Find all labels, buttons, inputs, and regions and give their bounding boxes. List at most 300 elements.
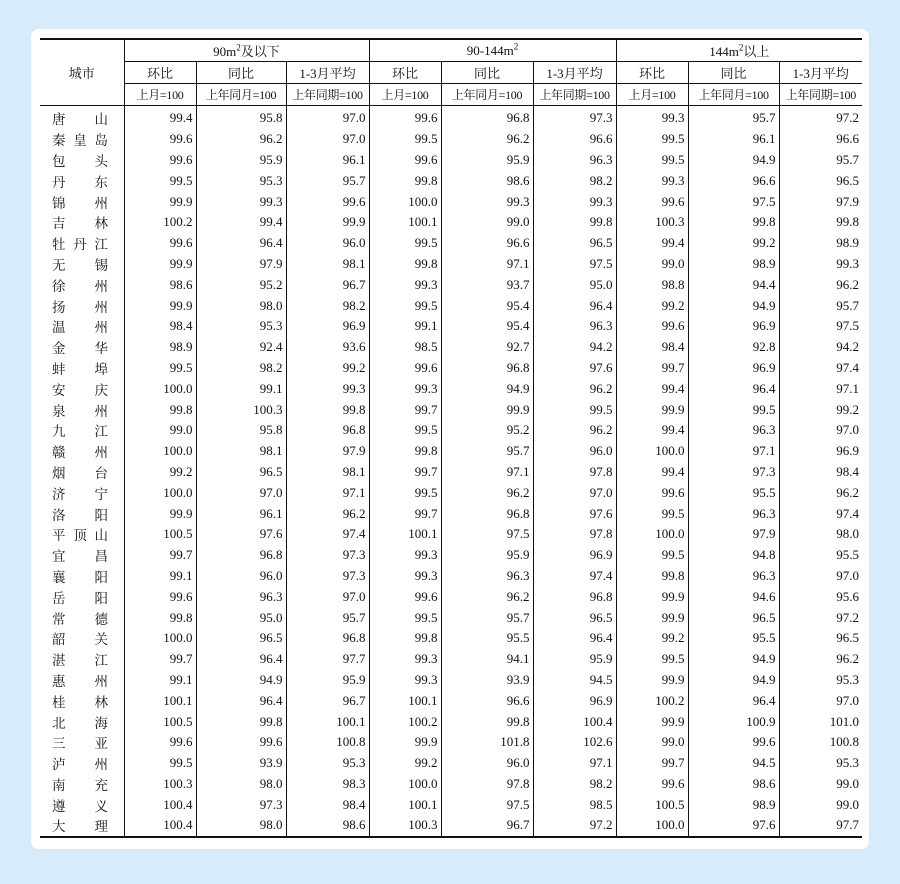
index-value-cell: 95.0: [196, 607, 286, 628]
index-value-cell: 99.8: [779, 212, 862, 233]
index-value-cell: 96.6: [441, 233, 533, 254]
table-row: [40, 628, 862, 649]
index-value-cell: 96.3: [196, 586, 286, 607]
city-name-cell: [40, 337, 124, 358]
index-value-cell: 97.6: [533, 503, 616, 524]
index-value-cell: 96.2: [441, 586, 533, 607]
city-name-cell: [40, 399, 124, 420]
index-value-cell: 95.9: [196, 150, 286, 171]
index-value-cell: 97.1: [286, 482, 369, 503]
index-value-cell: 99.6: [688, 732, 779, 753]
index-value-cell: 96.5: [688, 607, 779, 628]
index-value-cell: 99.8: [369, 170, 441, 191]
city-name: 丹 东: [52, 174, 108, 191]
index-value-cell: 99.3: [369, 566, 441, 587]
index-value-cell: 99.3: [286, 378, 369, 399]
index-value-cell: 94.9: [688, 150, 779, 171]
city-name: 秦 皇 岛: [52, 133, 108, 150]
index-value-cell: 95.7: [441, 441, 533, 462]
index-value-cell: 96.6: [688, 170, 779, 191]
index-value-cell: 98.1: [286, 462, 369, 483]
city-name-cell: [40, 191, 124, 212]
index-value-cell: 97.3: [286, 545, 369, 566]
index-value-cell: 97.1: [533, 753, 616, 774]
index-value-cell: 100.4: [124, 815, 196, 837]
index-value-cell: 94.5: [533, 670, 616, 691]
index-value-cell: 95.2: [196, 274, 286, 295]
index-value-cell: 95.5: [688, 628, 779, 649]
city-name: 三 亚: [52, 736, 108, 753]
city-name-cell: [40, 106, 124, 129]
index-value-cell: 93.9: [441, 670, 533, 691]
index-value-cell: 95.8: [196, 420, 286, 441]
index-value-cell: 97.3: [688, 462, 779, 483]
index-value-cell: 100.5: [124, 711, 196, 732]
city-name: 唐 山: [52, 112, 108, 129]
index-value-cell: 96.8: [286, 628, 369, 649]
city-name: 北 海: [52, 715, 108, 732]
index-value-cell: 95.0: [533, 274, 616, 295]
index-value-cell: 100.4: [124, 794, 196, 815]
index-value-cell: 99.8: [286, 399, 369, 420]
city-name-cell: [40, 524, 124, 545]
sub-header-mom: 环比: [124, 62, 196, 84]
index-value-cell: 99.7: [369, 399, 441, 420]
index-value-cell: 95.3: [779, 753, 862, 774]
index-value-cell: 97.5: [688, 191, 779, 212]
index-value-cell: 101.8: [441, 732, 533, 753]
table-row: [40, 462, 862, 483]
index-value-cell: 97.7: [779, 815, 862, 837]
header-row-groups: [40, 39, 862, 62]
index-value-cell: 97.4: [779, 503, 862, 524]
index-value-cell: 99.5: [616, 649, 688, 670]
index-value-cell: 96.0: [441, 753, 533, 774]
index-value-cell: 99.6: [616, 316, 688, 337]
index-value-cell: 97.0: [779, 420, 862, 441]
sub-header-yoy: 同比: [688, 62, 779, 84]
city-name: 湛 江: [52, 653, 108, 670]
index-value-cell: 95.3: [196, 316, 286, 337]
city-name-cell: [40, 378, 124, 399]
table-row: [40, 607, 862, 628]
index-value-cell: 97.4: [533, 566, 616, 587]
index-value-cell: 93.9: [196, 753, 286, 774]
city-name: 赣 州: [52, 445, 108, 462]
table-row: [40, 150, 862, 171]
index-value-cell: 96.9: [286, 316, 369, 337]
index-value-cell: 100.0: [369, 774, 441, 795]
base-header-prev-year-month: 上年同月=100: [196, 84, 286, 106]
index-value-cell: 99.7: [369, 462, 441, 483]
index-value-cell: 100.1: [286, 711, 369, 732]
index-value-cell: 94.9: [196, 670, 286, 691]
sub-header-yoy: 同比: [196, 62, 286, 84]
index-value-cell: 100.1: [369, 794, 441, 815]
index-value-cell: 100.1: [124, 690, 196, 711]
index-value-cell: 100.2: [369, 711, 441, 732]
index-value-cell: 96.6: [779, 129, 862, 150]
city-name-cell: [40, 462, 124, 483]
table-row: [40, 441, 862, 462]
sub-header-mom: 环比: [369, 62, 441, 84]
index-value-cell: 98.8: [616, 274, 688, 295]
index-value-cell: 100.1: [369, 690, 441, 711]
city-name: 宜 昌: [52, 549, 108, 566]
city-name-cell: [40, 774, 124, 795]
index-value-cell: 94.9: [688, 295, 779, 316]
index-value-cell: 95.2: [441, 420, 533, 441]
table-row: [40, 170, 862, 191]
index-value-cell: 99.5: [616, 503, 688, 524]
index-value-cell: 96.3: [688, 566, 779, 587]
index-value-cell: 99.1: [124, 670, 196, 691]
index-value-cell: 97.5: [441, 524, 533, 545]
city-name-cell: [40, 295, 124, 316]
index-value-cell: 95.8: [196, 106, 286, 129]
city-name: 锦 州: [52, 195, 108, 212]
index-value-cell: 95.7: [688, 106, 779, 129]
index-value-cell: 99.2: [286, 358, 369, 379]
index-value-cell: 99.9: [124, 191, 196, 212]
index-value-cell: 95.4: [441, 295, 533, 316]
index-value-cell: 99.6: [196, 732, 286, 753]
city-name: 徐 州: [52, 278, 108, 295]
index-value-cell: 97.3: [286, 566, 369, 587]
index-value-cell: 100.3: [196, 399, 286, 420]
city-name: 济 宁: [52, 486, 108, 503]
index-value-cell: 96.8: [196, 545, 286, 566]
table-row: [40, 316, 862, 337]
index-value-cell: 99.0: [779, 794, 862, 815]
table-row: [40, 545, 862, 566]
index-value-cell: 100.0: [616, 524, 688, 545]
index-value-cell: 99.9: [616, 607, 688, 628]
index-value-cell: 99.3: [369, 670, 441, 691]
index-value-cell: 95.9: [533, 649, 616, 670]
index-value-cell: 96.2: [779, 482, 862, 503]
base-header-prev-month: 上月=100: [616, 84, 688, 106]
index-value-cell: 98.4: [779, 462, 862, 483]
index-value-cell: 99.7: [616, 753, 688, 774]
index-value-cell: 94.6: [688, 586, 779, 607]
table-row: [40, 711, 862, 732]
index-value-cell: 98.6: [286, 815, 369, 837]
index-value-cell: 98.0: [196, 774, 286, 795]
index-value-cell: 97.0: [533, 482, 616, 503]
index-value-cell: 96.5: [533, 607, 616, 628]
index-value-cell: 100.2: [124, 212, 196, 233]
base-header-prev-year-month: 上年同月=100: [688, 84, 779, 106]
table-row: [40, 794, 862, 815]
index-value-cell: 97.3: [533, 106, 616, 129]
index-value-cell: 99.3: [779, 254, 862, 275]
index-value-cell: 97.0: [286, 106, 369, 129]
city-name: 大 理: [52, 819, 108, 836]
index-value-cell: 100.4: [533, 711, 616, 732]
index-value-cell: 96.4: [533, 628, 616, 649]
index-value-cell: 100.3: [124, 774, 196, 795]
index-value-cell: 99.0: [124, 420, 196, 441]
index-value-cell: 97.2: [779, 607, 862, 628]
index-value-cell: 98.2: [196, 358, 286, 379]
city-name: 韶 关: [52, 632, 108, 649]
index-value-cell: 99.1: [369, 316, 441, 337]
index-value-cell: 96.4: [196, 649, 286, 670]
index-value-cell: 97.5: [533, 254, 616, 275]
group-header-small: $90m^2$及以下: [124, 39, 369, 62]
index-value-cell: 97.8: [533, 462, 616, 483]
index-value-cell: 99.5: [616, 129, 688, 150]
header-row-indices: [40, 62, 862, 84]
index-value-cell: 99.6: [369, 150, 441, 171]
index-value-cell: 99.5: [616, 150, 688, 171]
index-value-cell: 100.9: [688, 711, 779, 732]
sub-header-avg: 1-3月平均: [779, 62, 862, 84]
index-value-cell: 98.9: [124, 337, 196, 358]
index-value-cell: 96.8: [441, 358, 533, 379]
city-name: 九 江: [52, 424, 108, 441]
index-value-cell: 99.9: [616, 670, 688, 691]
index-value-cell: 99.0: [779, 774, 862, 795]
index-value-cell: 92.7: [441, 337, 533, 358]
index-value-cell: 96.9: [688, 316, 779, 337]
index-value-cell: 98.1: [196, 441, 286, 462]
index-value-cell: 100.0: [124, 441, 196, 462]
index-value-cell: 96.6: [441, 690, 533, 711]
index-value-cell: 97.6: [688, 815, 779, 837]
index-value-cell: 99.7: [124, 545, 196, 566]
city-name: 桂 林: [52, 694, 108, 711]
index-value-cell: 99.5: [124, 358, 196, 379]
index-value-cell: 99.6: [369, 358, 441, 379]
index-value-cell: 99.9: [616, 399, 688, 420]
index-value-cell: 99.9: [124, 503, 196, 524]
index-value-cell: 99.2: [688, 233, 779, 254]
index-value-cell: 99.3: [616, 106, 688, 129]
index-value-cell: 98.0: [196, 815, 286, 837]
table-row: [40, 129, 862, 150]
index-value-cell: 99.6: [616, 191, 688, 212]
city-name-cell: [40, 566, 124, 587]
index-value-cell: 99.9: [369, 732, 441, 753]
index-value-cell: 94.2: [779, 337, 862, 358]
index-value-cell: 99.8: [124, 399, 196, 420]
index-value-cell: 95.3: [779, 670, 862, 691]
table-row: [40, 191, 862, 212]
index-value-cell: 93.6: [286, 337, 369, 358]
index-value-cell: 97.9: [688, 524, 779, 545]
index-value-cell: 97.0: [779, 566, 862, 587]
table-row: [40, 753, 862, 774]
index-value-cell: 99.5: [616, 545, 688, 566]
index-value-cell: 96.8: [441, 503, 533, 524]
base-header-prev-month: 上月=100: [124, 84, 196, 106]
city-name: 襄 阳: [52, 569, 108, 586]
city-name: 平 顶 山: [52, 528, 108, 545]
index-value-cell: 98.2: [533, 774, 616, 795]
index-value-cell: 96.6: [533, 129, 616, 150]
index-value-cell: 95.5: [441, 628, 533, 649]
table-row: [40, 815, 862, 837]
table-row: [40, 106, 862, 129]
index-value-cell: 99.6: [286, 191, 369, 212]
index-value-cell: 99.5: [369, 420, 441, 441]
index-value-cell: 98.1: [286, 254, 369, 275]
index-value-cell: 98.9: [688, 794, 779, 815]
index-value-cell: 99.6: [616, 774, 688, 795]
index-value-cell: 99.6: [369, 106, 441, 129]
base-header-prev-year-period: 上年同期=100: [779, 84, 862, 106]
index-value-cell: 94.4: [688, 274, 779, 295]
city-name-cell: [40, 150, 124, 171]
index-value-cell: 96.2: [533, 378, 616, 399]
index-value-cell: 99.5: [369, 129, 441, 150]
index-value-cell: 97.1: [441, 254, 533, 275]
index-value-cell: 99.9: [441, 399, 533, 420]
index-value-cell: 98.9: [688, 254, 779, 275]
index-value-cell: 97.6: [533, 358, 616, 379]
city-name-cell: [40, 815, 124, 837]
index-value-cell: 98.6: [441, 170, 533, 191]
index-value-cell: 96.2: [533, 420, 616, 441]
table-row: [40, 774, 862, 795]
index-value-cell: 97.1: [779, 378, 862, 399]
index-value-cell: 96.4: [196, 233, 286, 254]
index-value-cell: 99.4: [616, 378, 688, 399]
index-value-cell: 100.3: [616, 212, 688, 233]
index-value-cell: 99.6: [616, 482, 688, 503]
index-value-cell: 99.3: [533, 191, 616, 212]
index-value-cell: 99.3: [369, 649, 441, 670]
index-value-cell: 96.0: [196, 566, 286, 587]
index-value-cell: 96.4: [688, 690, 779, 711]
index-value-cell: 94.8: [688, 545, 779, 566]
base-header-prev-month: 上月=100: [369, 84, 441, 106]
base-header-prev-year-month: 上年同月=100: [441, 84, 533, 106]
index-value-cell: 99.2: [616, 295, 688, 316]
index-value-cell: 98.2: [533, 170, 616, 191]
index-value-cell: 100.5: [124, 524, 196, 545]
index-value-cell: 98.0: [779, 524, 862, 545]
index-value-cell: 94.1: [441, 649, 533, 670]
index-value-cell: 99.5: [124, 753, 196, 774]
index-value-cell: 97.3: [196, 794, 286, 815]
table-row: [40, 566, 862, 587]
price-index-table: [40, 38, 862, 838]
index-value-cell: 99.3: [616, 170, 688, 191]
index-value-cell: 96.5: [196, 462, 286, 483]
index-value-cell: 95.7: [779, 295, 862, 316]
index-value-cell: 98.6: [688, 774, 779, 795]
index-value-cell: 99.5: [533, 399, 616, 420]
index-value-cell: 99.3: [369, 274, 441, 295]
index-value-cell: 97.8: [441, 774, 533, 795]
index-value-cell: 95.9: [441, 150, 533, 171]
city-name-cell: [40, 316, 124, 337]
index-value-cell: 97.9: [779, 191, 862, 212]
city-name: 岳 阳: [52, 590, 108, 607]
index-value-cell: 99.2: [369, 753, 441, 774]
city-name: 洛 阳: [52, 507, 108, 524]
index-value-cell: 100.2: [616, 690, 688, 711]
city-name-cell: [40, 274, 124, 295]
base-header-prev-year-period: 上年同期=100: [286, 84, 369, 106]
table-row: [40, 524, 862, 545]
index-value-cell: 99.9: [616, 586, 688, 607]
table-row: [40, 482, 862, 503]
index-value-cell: 96.1: [286, 150, 369, 171]
city-name: 惠 州: [52, 673, 108, 690]
sub-header-mom: 环比: [616, 62, 688, 84]
city-name-cell: [40, 794, 124, 815]
index-value-cell: 96.2: [779, 649, 862, 670]
index-value-cell: 99.6: [369, 586, 441, 607]
city-name: 包 头: [52, 153, 108, 170]
index-value-cell: 95.3: [286, 753, 369, 774]
index-value-cell: 100.1: [369, 212, 441, 233]
group-header-medium: $90-144m^2$: [369, 39, 616, 62]
city-name: 牡 丹 江: [52, 237, 108, 254]
index-value-cell: 95.9: [441, 545, 533, 566]
index-value-cell: 98.2: [286, 295, 369, 316]
index-value-cell: 99.8: [533, 212, 616, 233]
table-row: [40, 670, 862, 691]
city-name: 金 华: [52, 341, 108, 358]
index-value-cell: 99.7: [369, 503, 441, 524]
table-body: [40, 106, 862, 837]
city-name-cell: [40, 170, 124, 191]
index-value-cell: 96.2: [779, 274, 862, 295]
city-name-cell: [40, 503, 124, 524]
index-value-cell: 99.5: [369, 607, 441, 628]
index-value-cell: 97.8: [533, 524, 616, 545]
index-value-cell: 97.0: [779, 690, 862, 711]
index-value-cell: 96.7: [286, 690, 369, 711]
index-value-cell: 97.6: [196, 524, 286, 545]
table-row: [40, 337, 862, 358]
index-value-cell: 99.5: [688, 399, 779, 420]
index-value-cell: 96.3: [688, 503, 779, 524]
index-value-cell: 99.7: [616, 358, 688, 379]
index-value-cell: 96.4: [196, 690, 286, 711]
city-name-cell: [40, 711, 124, 732]
index-value-cell: 97.2: [533, 815, 616, 837]
index-value-cell: 99.2: [779, 399, 862, 420]
table-row: [40, 732, 862, 753]
city-name: 扬 州: [52, 299, 108, 316]
index-value-cell: 102.6: [533, 732, 616, 753]
index-value-cell: 98.5: [533, 794, 616, 815]
sub-header-avg: 1-3月平均: [286, 62, 369, 84]
index-value-cell: 100.8: [779, 732, 862, 753]
index-value-cell: 96.4: [533, 295, 616, 316]
index-value-cell: 100.5: [616, 794, 688, 815]
index-value-cell: 95.5: [779, 545, 862, 566]
city-name: 遵 义: [52, 798, 108, 815]
city-name-cell: [40, 358, 124, 379]
index-value-cell: 96.5: [196, 628, 286, 649]
index-value-cell: 100.0: [124, 378, 196, 399]
index-value-cell: 97.1: [441, 462, 533, 483]
index-value-cell: 99.1: [196, 378, 286, 399]
index-value-cell: 97.0: [196, 482, 286, 503]
index-value-cell: 96.3: [688, 420, 779, 441]
table-row: [40, 378, 862, 399]
index-value-cell: 96.0: [533, 441, 616, 462]
index-value-cell: 94.9: [688, 670, 779, 691]
table-row: [40, 212, 862, 233]
